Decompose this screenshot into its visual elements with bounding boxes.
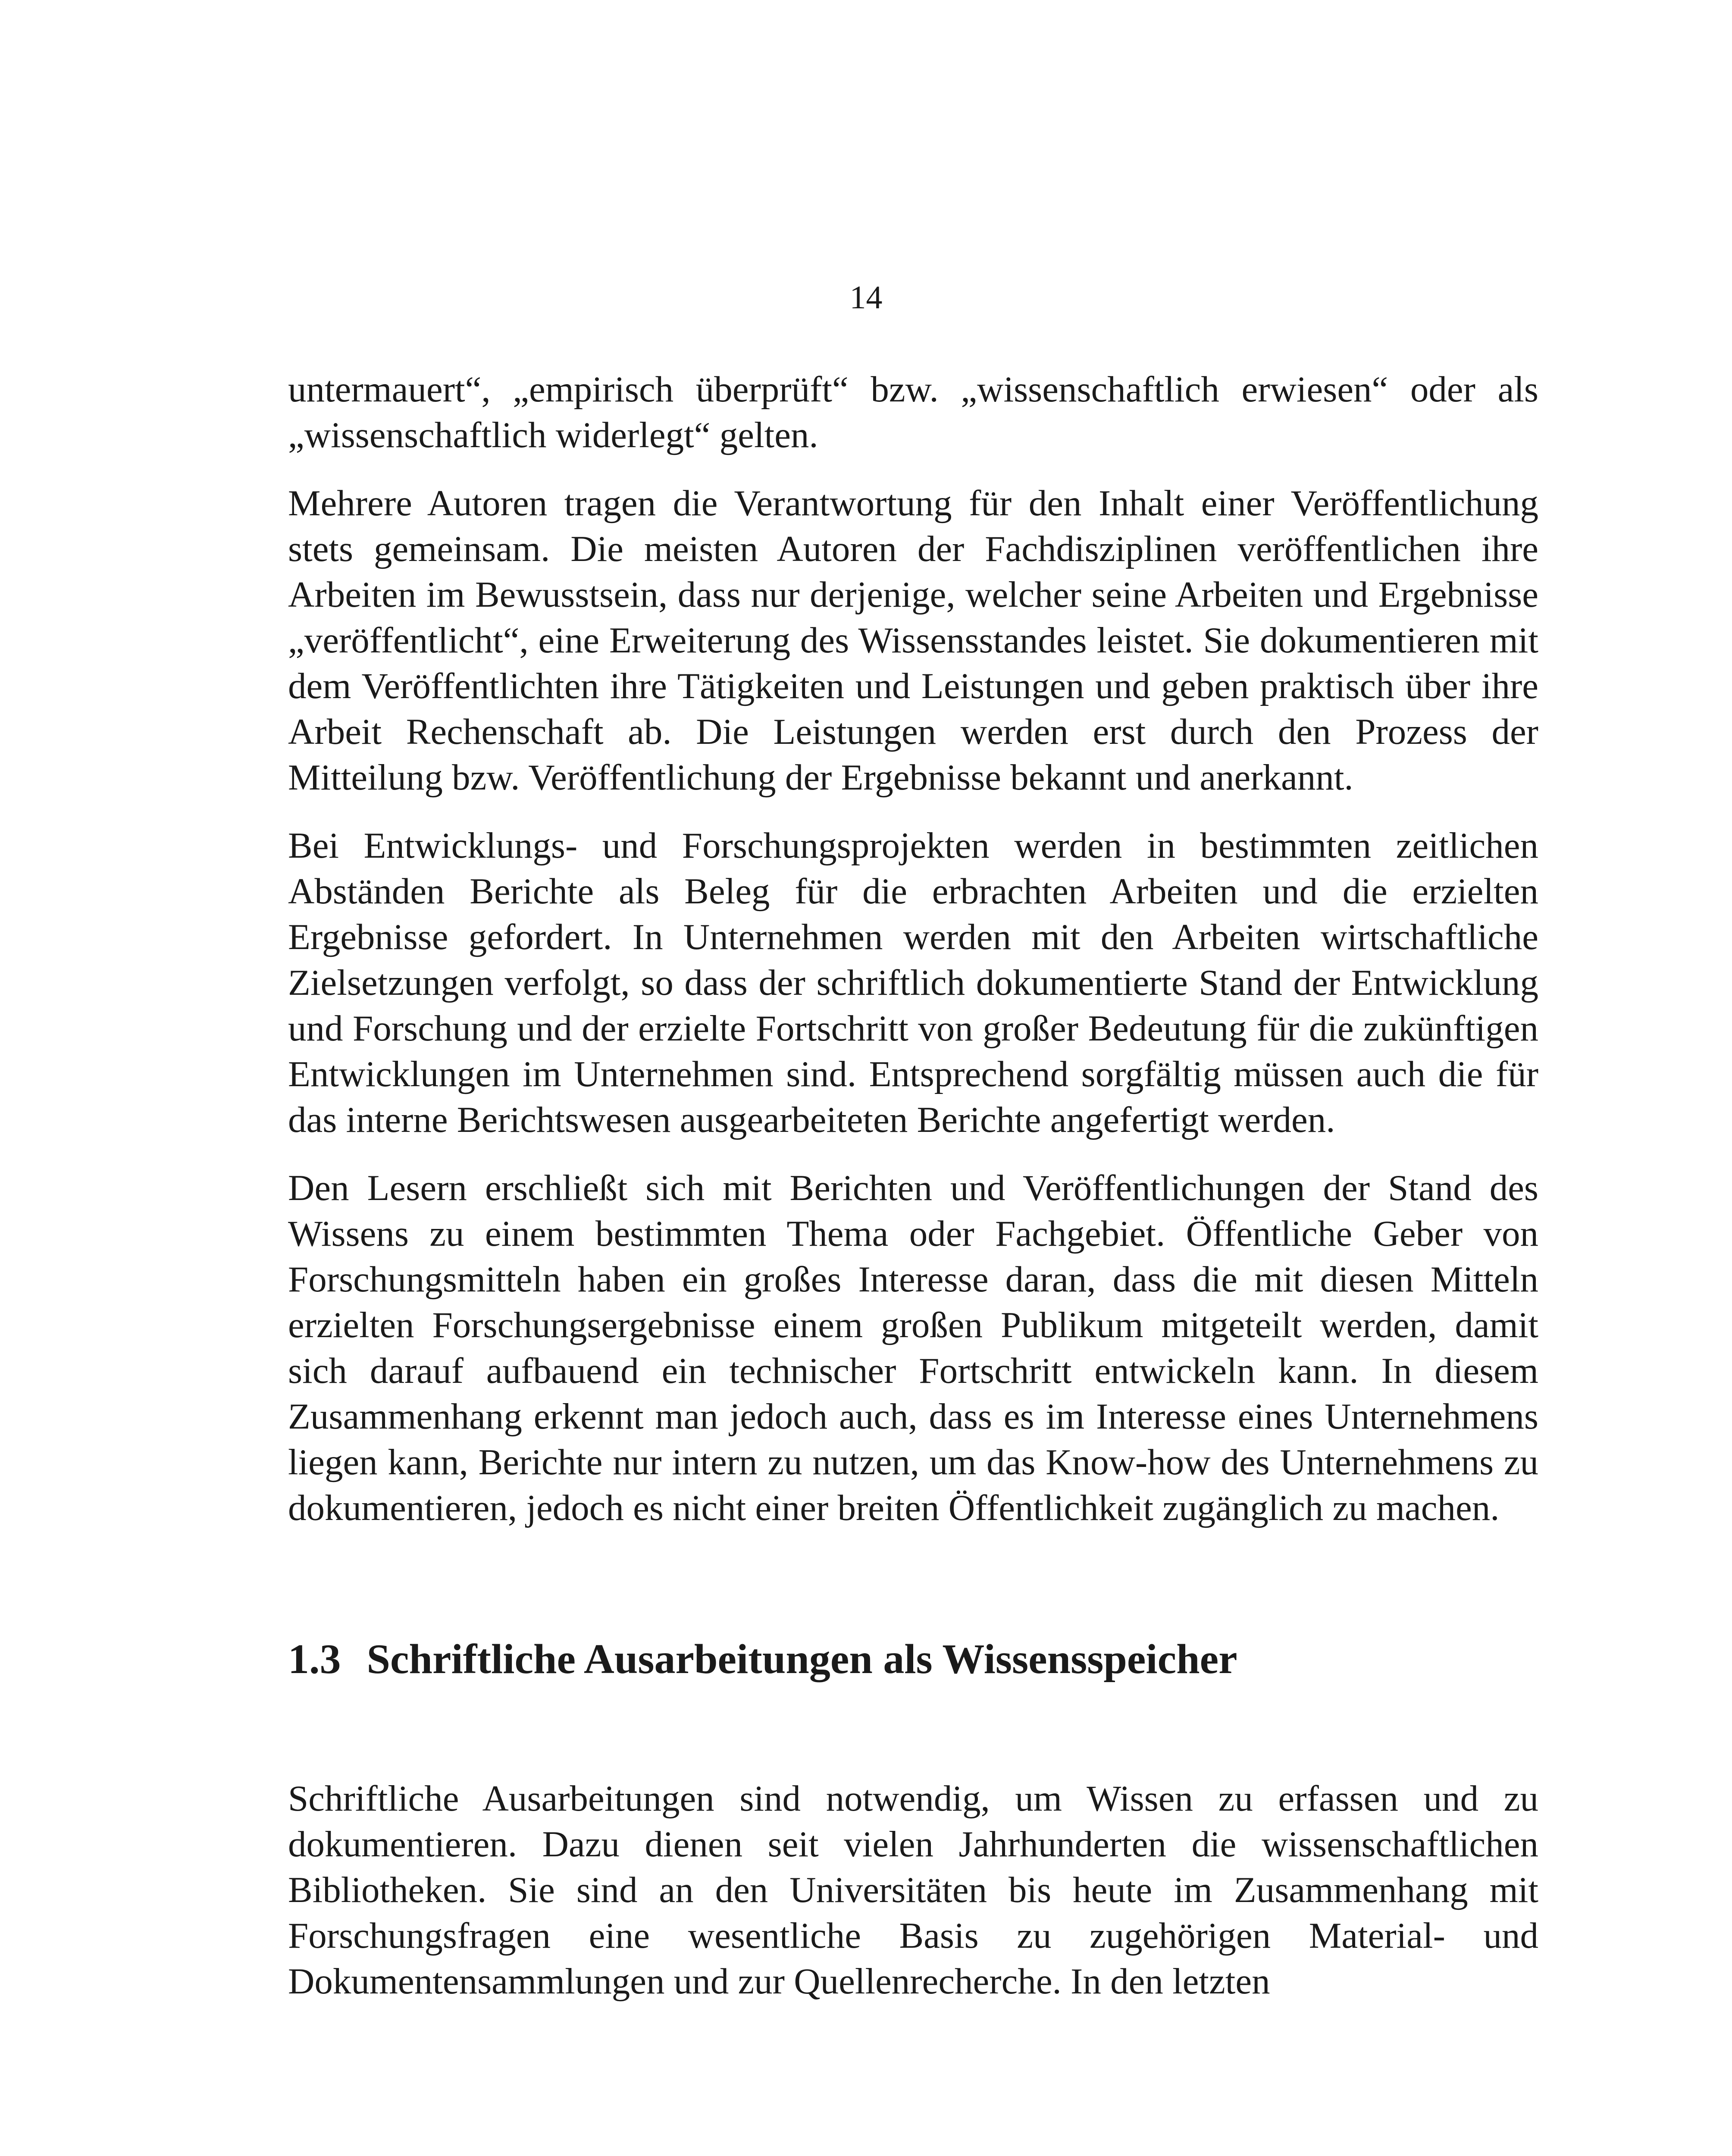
page-content — [288, 367, 1538, 2004]
paragraph-3: Bei Entwicklungs- und Forschungsprojekten werden in bestimmten zeitlichen Abständen Berichte als Beleg für die erbrachten Arbeiten und die erzielten Ergebnisse gefordert. In Unternehmen werden mit den Arbeiten wirtschaftliche Zielsetzungen verfolgt, so dass der schriftlich dokumentierte Stand der Entwicklung und Forschung und der erzielte Fortschritt von großer Bedeutung für die zukünftigen Entwicklungen im Unternehmen sind. Entsprechend sorgfältig müssen auch die für das interne Berichtswesen ausgearbeiteten Berichte angefertigt werden. — [288, 825, 1538, 1140]
paragraph-1: untermauert“, „empirisch überprüft“ bzw. „wissenschaftlich erwiesen“ oder als „wissenschaftlich widerlegt“ gelten. — [288, 369, 1538, 455]
section-heading — [288, 1633, 1538, 1685]
section-number: 1.3 — [288, 1636, 341, 1683]
page-number: 14 — [849, 279, 883, 316]
section-title: Schriftliche Ausarbeitungen als Wissensspeicher — [366, 1636, 1237, 1683]
paragraph-2: Mehrere Autoren tragen die Verantwortung für den Inhalt einer Veröffentlichung stets gemeinsam. Die meisten Autoren der Fachdisziplinen veröffentlichen ihre Arbeiten im Bewusstsein, dass nur derjenige, welcher seine Arbeiten und Ergebnisse „veröffentlicht“, eine Erweiterung des Wissensstandes leistet. Sie dokumentieren mit dem Veröffentlichten ihre Tätigkeiten und Leistungen und geben praktisch über ihre Arbeit Rechenschaft ab. Die Leistungen werden erst durch den Prozess der Mitteilung bzw. Veröffentlichung der Ergebnisse bekannt und anerkannt. — [288, 483, 1538, 798]
paragraph-4: Den Lesern erschließt sich mit Berichten und Veröffentlichungen der Stand des Wissens zu einem bestimmten Thema oder Fachgebiet. Öffentliche Geber von Forschungsmitteln haben ein großes Interesse daran, dass die mit diesen Mitteln erzielten Forschungsergebnisse einem großen Publikum mitgeteilt werden, damit sich darauf aufbauend ein technischer Fortschritt entwickeln kann. In diesem Zusammenhang erkennt man jedoch auch, dass es im Interesse eines Unternehmens liegen kann, Berichte nur intern zu nutzen, um das Know-how des Unternehmens zu dokumentieren, jedoch es nicht einer breiten Öffentlichkeit zugänglich zu machen. — [288, 1168, 1538, 1528]
section-paragraph: Schriftliche Ausarbeitungen sind notwendig, um Wissen zu erfassen und zu dokumentieren. Dazu dienen seit vielen Jahrhunderten die wissenschaftlichen Bibliotheken. Sie sind an den Universitäten bis heute im Zusammenhang mit Forschungsfragen eine wesentliche Basis zu zugehörigen Material- und Dokumentensammlungen und zur Quellenrecherche. In den letzten — [288, 1778, 1538, 2002]
